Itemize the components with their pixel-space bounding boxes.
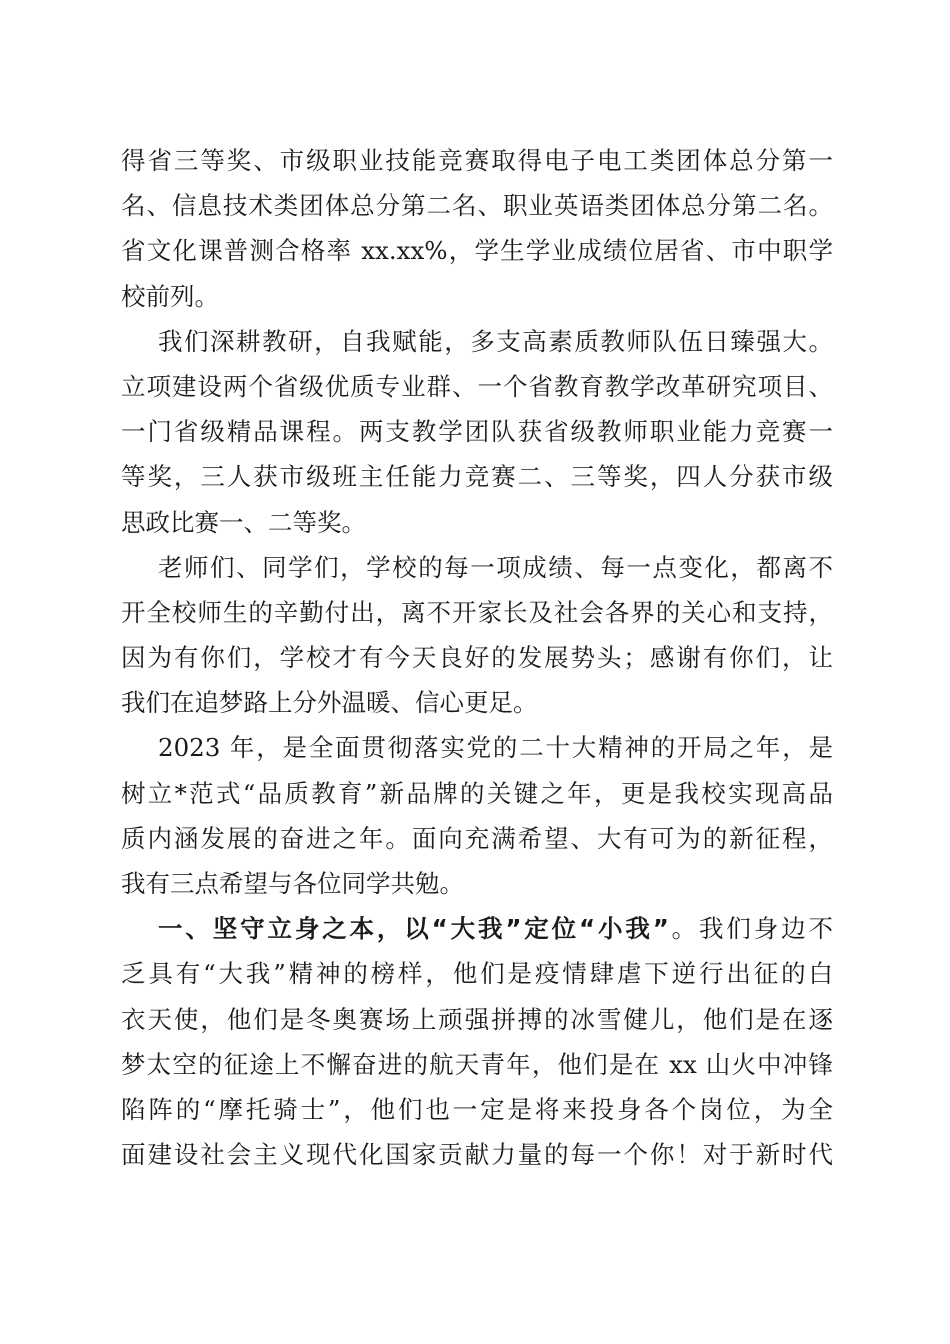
text-line: 2023 年，是全面贯彻落实党的二十大精神的开局之年，是 (158, 733, 833, 763)
text-line: 得省三等奖、市级职业技能竞赛取得电子电工类团体总分第一 (121, 146, 833, 175)
text-line: 因为有你们，学校才有今天良好的发展势头；感谢有你们，让 (121, 643, 833, 673)
document-body (121, 138, 833, 1177)
text-line (121, 906, 833, 951)
paragraph-teacher-teams (121, 319, 833, 545)
paragraph-hope-one (121, 906, 833, 1177)
text-line: 我有三点希望与各位同学共勉。 (121, 869, 464, 898)
text-line: 老师们、同学们，学校的每一项成绩、每一点变化，都离不 (158, 552, 833, 582)
paragraph-2023-outlook (121, 725, 833, 906)
text-line: 质内涵发展的奋进之年。面向充满希望、大有可为的新征程， (121, 823, 833, 853)
text-line: 省文化课普测合格率 xx.xx%，学生学业成绩位居省、市中职学 (121, 236, 833, 266)
text-line: 名、信息技术类团体总分第二名、职业英语类团体总分第二名。 (121, 191, 833, 221)
paragraph-thanks (121, 545, 833, 726)
text-line: 梦太空的征途上不懈奋进的航天青年，他们是在 xx 山火中冲锋 (121, 1049, 833, 1079)
heading-rest: 。我们身边不 (668, 914, 833, 944)
text-line: 等奖，三人获市级班主任能力竞赛二、三等奖，四人分获市级 (121, 462, 833, 492)
text-line: 乏具有“大我”精神的榜样，他们是疫情肆虐下逆行出征的白 (121, 959, 833, 989)
text-line: 我们深耕教研，自我赋能，多支高素质教师队伍日臻强大。 (158, 326, 833, 356)
text-line: 陷阵的“摩托骑士”，他们也一定是将来投身各个岗位，为全 (121, 1094, 833, 1124)
paragraph-achievements-students (121, 138, 833, 319)
text-line: 衣天使，他们是冬奥赛场上顽强拼搏的冰雪健儿，他们是在逐 (121, 1004, 833, 1034)
text-line: 开全校师生的辛勤付出，离不开家长及社会各界的关心和支持， (121, 597, 833, 627)
text-line: 一门省级精品课程。两支教学团队获省级教师职业能力竞赛一 (121, 417, 833, 447)
text-line: 我们在追梦路上分外温暖、信心更足。 (121, 688, 538, 718)
text-line: 树立*范式“品质教育”新品牌的关键之年，更是我校实现高品 (121, 778, 833, 808)
text-line: 面建设社会主义现代化国家贡献力量的每一个你！对于新时代 (121, 1140, 833, 1170)
text-line: 校前列。 (121, 281, 219, 311)
section-heading: 一、坚守立身之本，以“大我”定位“小我” (158, 914, 669, 944)
text-line: 立项建设两个省级优质专业群、一个省教育教学改革研究项目、 (121, 371, 833, 401)
text-line: 思政比赛一、二等奖。 (121, 507, 366, 537)
